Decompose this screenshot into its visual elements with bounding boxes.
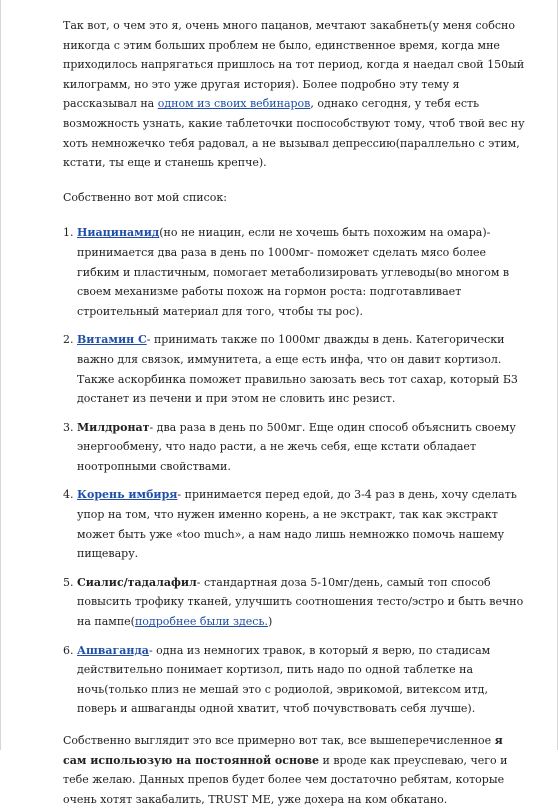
item-text: - принимается перед едой, до 3-4 раз в день, хочу сделать упор на том, что нужен именно корень, а не экстракт, так как экстракт может быть уже «too much», а нам надо лишь немножко помочь нашему пищевару. [77,488,517,561]
ashwagandha-link[interactable]: Ашваганда [77,643,149,657]
ginger-root-link[interactable]: Корень имбиря [77,488,178,502]
item-text: - одна из немногих травок, в который я верю, по стадисам действительно понимает кортизол, пить надо по одной таблетке на ночь(только плиз не мешай это с родиолой, эврикомой, витексом итд, поверь и ашваганды одной хватит, чтоб почувствовать себя лучше). [77,643,491,716]
details-link[interactable]: подробнее были здесь. [134,615,268,629]
item-text: - стандартная доза 5-10мг/день, самый топ способ повысить трофику тканей, улучшить соотношения тесто/эстро и быть вечно на пампе( [77,575,524,629]
mildronate-term: Милдронат [77,420,150,434]
list-title: Собственно вот мой список: [63,190,227,204]
list-item [63,485,525,563]
outro-emphasis: я сам испольюзую на постоянной основе [63,734,503,767]
item-text: (но не ниацин, если не хочешь быть похожим на омара)- принимается два раза в день по 1000мг- поможет сделать мясо более гибким и пластичным, помогает метаболизировать углеводы(во многом в своем механизме работы похож на гормон роста: подготавливает строительный материал для того, чтобы ты рос). [77,226,510,318]
vitamin-c-link[interactable]: Витамин С [77,333,147,347]
outro-paragraph [63,731,525,809]
tadalafil-term: Сиалис/тадалафил [77,575,197,589]
item-text: - два раза в день по 500мг. Еще один способ объяснить своему энергообмену, что надо расти, а не жечь себя, еще кстати обладает ноотропными свойствами. [77,420,516,473]
item-number: 4. [63,488,74,502]
item-number: 3. [63,420,74,434]
item-number: 1. [63,226,74,240]
list-item [63,223,525,321]
item-number: 2. [63,333,74,347]
list-item [63,418,525,477]
article-body [63,16,525,809]
intro-paragraph [63,16,525,173]
intro-text: Так вот, о чем это я, очень много пацанов, мечтают закабнеть(у меня собсно никогда с этим больших проблем не было, единственное время, когда мне приходилось напрягаться пришлось на тот период, когда я наедал свой 150ый килограмм, но это уже другая история). Более подробно эту тему я рассказывал на [63,19,525,111]
webinar-link[interactable]: одном из своих вебинаров [157,97,311,111]
outro-text: Собственно выглядит это все примерно вот так, все вышеперечисленное [63,734,495,747]
item-number: 6. [63,643,74,657]
list-item [63,573,525,632]
intro-text-continued: , однако сегодня, у тебя есть возможность узнать, какие таблеточки поспособствуют тому, чтоб твой вес ну хоть немножечко тебя радовал, а не вызывал депрессию(параллельно с этим, кстати, ты еще и станешь крепче). [63,97,525,170]
list-item [63,330,525,408]
outro-text-continued: и вроде как преуспеваю, чего и тебе желаю. Данных препов будет более чем достаточно ребятам, которые очень хотят закабалить, TRUST ME, уже дохера на ком обкатано. [63,753,508,806]
item-text-close: ) [267,615,273,629]
item-text: - принимать также по 1000мг дважды в день. Категорически важно для связок, иммунитета, а еще есть инфа, что он давит кортизол. Также аскорбинка поможет правильно заюзать весь тот сахар, который Б3 достанет из печени и при этом не словить инс резист. [77,333,518,406]
item-number: 5. [63,575,74,589]
supplement-list [63,223,525,719]
niacinamide-link[interactable]: Ниацинамид [77,226,160,240]
list-item [63,641,525,719]
